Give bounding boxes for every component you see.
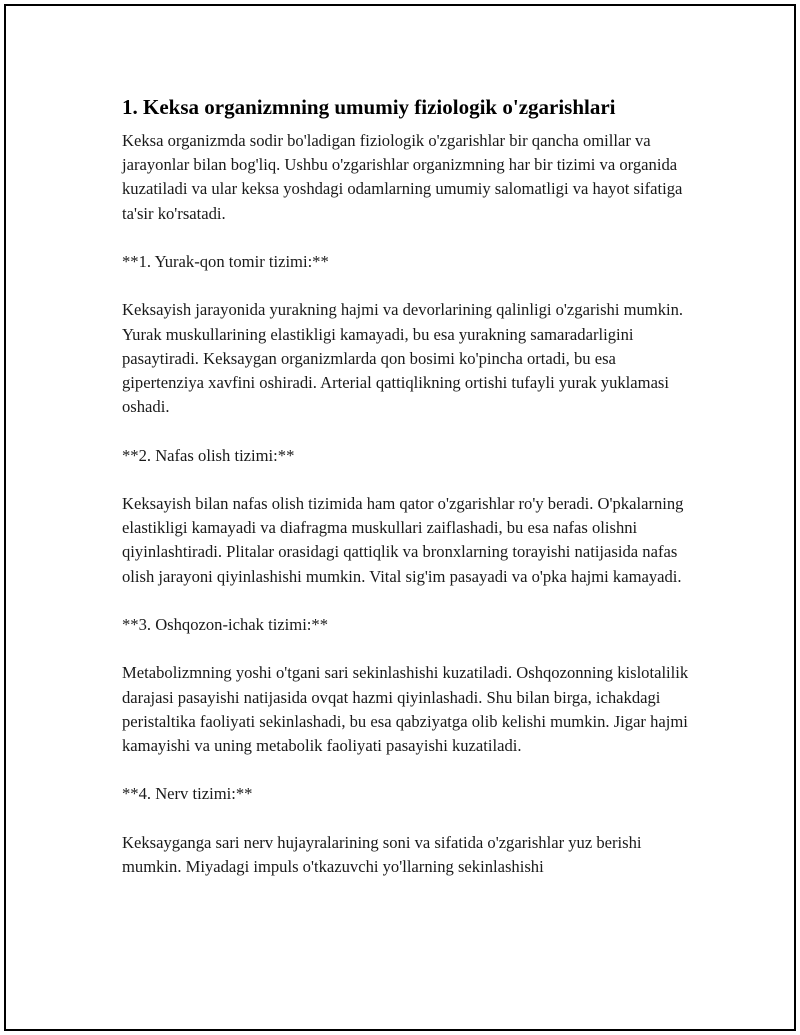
section-text-nervous: Keksayganga sari nerv hujayralarining soni va sifatida o'zgarishlar yuz berishi mumkin. Miyadagi impuls o'tkazuvchi yo'llarning sekinlashishi — [122, 832, 642, 876]
section-text-cardiovascular: Keksayish jarayonida yurakning hajmi va devorlarining qalinligi o'zgarishi mumkin. Yurak muskullarining elastikligi kamayadi, bu esa yurakning samaradarligini pasaytiradi. Keksaygan organizmlarda qon bosimi ko'pincha ortadi, bu esa gipertenziya xavfini oshiradi. Arterial qattiqlikning ortishi tufayli yurak yuklamasi oshadi. — [122, 300, 684, 417]
section-heading-nervous: **4. Nerv tizimi:** — [122, 784, 253, 804]
section-text-digestive: Metabolizmning yoshi o'tgani sari sekinlashishi kuzatiladi. Oshqozonning kislotalilik darajasi pasayishi natijasida ovqat hazmi qiyinlashadi. Shu bilan birga, ichakdagi peristaltika faoliyati sekinlashadi, bu esa qabziyatga olib kelishi mumkin. Jigar hajmi kamayishi va uning metabolik faoliyati pasayishi kuzatiladi. — [122, 663, 689, 755]
section-heading-respiratory: **2. Nafas olish tizimi:** — [122, 445, 295, 465]
section-heading-cardiovascular: **1. Yurak-qon tomir tizimi:** — [122, 252, 329, 271]
section-text-respiratory: Keksayish bilan nafas olish tizimida ham qator o'zgarishlar ro'y beradi. O'pkalarning elastikligi kamayadi va diafragma muskullari zaiflashadi, bu esa nafas olishni qiyinlashtiradi. Plitalar orasidagi qattiqlik va bronxlarning torayishi natijasida nafas olish jarayoni qiyinlashishi mumkin. Vital sig'im pasayadi va o'pka hajmi kamayadi. — [122, 493, 684, 586]
intro-paragraph: Keksa organizmda sodir bo'ladigan fiziologik o'zgarishlar bir qancha omillar va jarayonlar bilan bog'liq. Ushbu o'zgarishlar organizmning har bir tizimi va organida kuzatiladi va ular keksa yoshdagi odamlarning umumiy salomatligi va hayot sifatiga ta'sir ko'rsatadi. — [122, 131, 683, 223]
document-body — [122, 94, 702, 903]
document-title: 1. Keksa organizmning umumiy fiziologik o'zgarishlari — [122, 95, 616, 119]
page-frame — [4, 4, 796, 1031]
section-heading-digestive: **3. Oshqozon-ichak tizimi:** — [122, 614, 329, 634]
